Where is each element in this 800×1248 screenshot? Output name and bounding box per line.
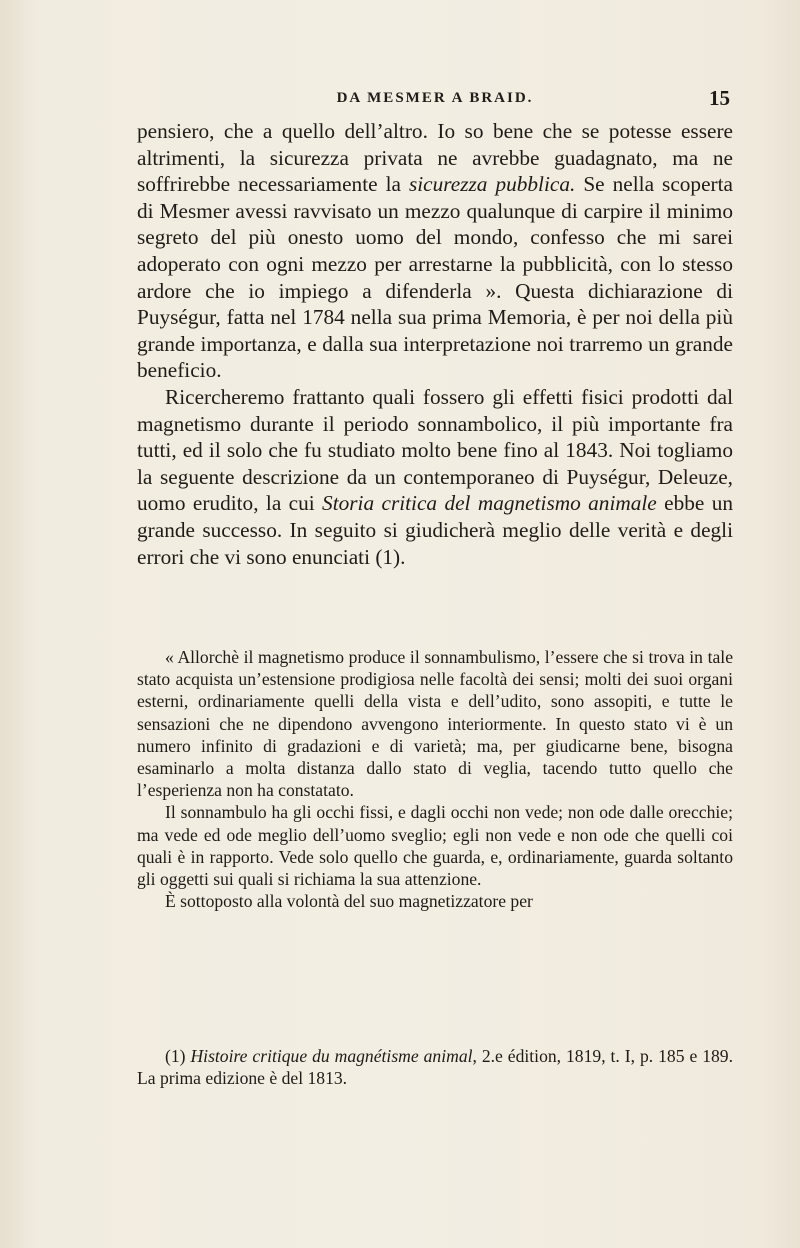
running-head — [140, 88, 730, 112]
footnote-rest: , 2.e édition, 1819, t. I, p. 185 e 189. La prima edizione è del 1813. — [137, 1046, 733, 1088]
quote-paragraph-3: È sottoposto alla volontà del suo magnetizzatore per — [165, 891, 533, 912]
footnote-text — [137, 1046, 733, 1089]
main-text — [137, 118, 733, 570]
paragraph-2-part-b: ebbe un grande successo. In seguito si giudicherà meglio delle verità e degli errori che vi sono enunciati (1). — [137, 491, 734, 569]
paragraph-1-emphasis: sicurezza pubblica. — [408, 172, 576, 197]
quoted-passage — [137, 646, 733, 912]
paragraph-2 — [137, 384, 733, 570]
book-title-italic: Storia critica del magnetismo animale — [322, 491, 657, 516]
footnote — [137, 1046, 733, 1089]
running-title: DA MESMER A BRAID. — [336, 90, 534, 106]
paragraph-2-part-a: Ricercheremo frattanto quali fossero gli effetti fisici prodotti dal magnetismo durante il periodo sonnambolico, il più importante fra tutti, ed il solo che fu studiato molto bene fino al 1843. Noi togliamo la seguente descrizione da un contemporaneo di Puységur, Deleuze, uomo erudito, la cui — [137, 384, 733, 516]
footnote-marker: (1) — [165, 1046, 191, 1066]
paragraph-1-part-b: Se nella scoperta di Mesmer avessi ravvisato un mezzo qualunque di carpire il minimo segreto del più onesto uomo del mondo, confesso che mi sarei adoperato con ogni mezzo per arrestarne la pubblicità, con lo stesso ardore che io impiego a difenderla ». Questa dichiarazione di Puységur, fatta nel 1784 nella sua prima Memoria, è per noi della più grande importanza, e dalla sua interpretazione noi trarremo un grande beneficio. — [137, 172, 733, 383]
paragraph-1-part-a: pensiero, che a quello dell’altro. Io so bene che se potesse essere altrimenti, la sicurezza privata ne avrebbe guadagnato, ma ne soffrirebbe necessariamente la — [137, 119, 733, 197]
quote-paragraph-2: Il sonnambulo ha gli occhi fissi, e dagli occhi non vede; non ode dalle orecchie; ma vede ed ode meglio dell’uomo sveglio; egli non vede e non ode che quelli coi quali è in rapporto. Vede solo quello che guarda, e, ordinariamente, guarda soltanto gli oggetti sui quali si richiama la sua attenzione. — [137, 802, 733, 890]
footnote-book-title: Histoire critique du magnétisme animal — [190, 1046, 473, 1066]
page-number: 15 — [709, 86, 730, 110]
paragraph-1 — [137, 118, 733, 384]
quote-paragraph-1: « Allorchè il magnetismo produce il sonnambulismo, l’essere che si trova in tale stato acquista un’estensione prodigiosa nelle facoltà dei sensi; molti dei suoi organi esterni, ordinariamente quelli della vista e dell’udito, sono assopiti, e tutte le sensazioni che ne dipendono avvengono interiormente. In questo stato vi è un numero infinito di gradazioni e di varietà; ma, per giudicarne bene, bisogna esaminarlo a molta distanza dallo stato di veglia, tacendo tutto quello che l’esperienza non ha constatato. — [137, 647, 733, 801]
